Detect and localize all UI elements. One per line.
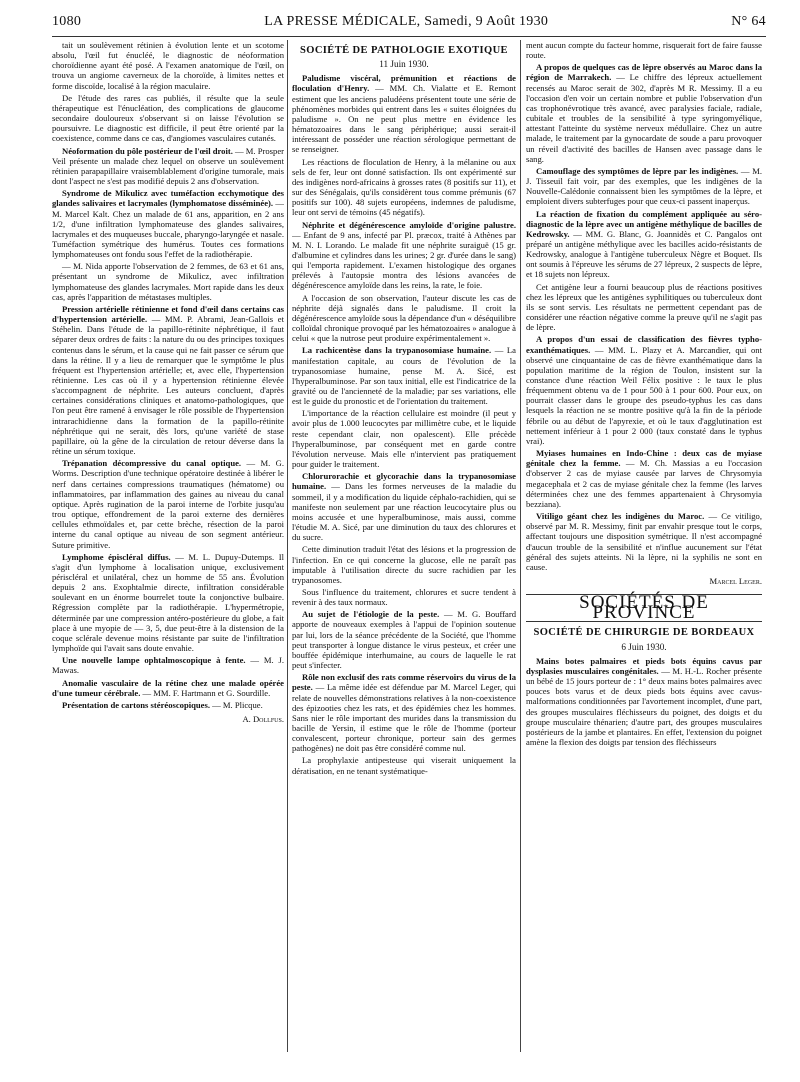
abstract-paragraph — [52, 700, 284, 710]
paragraph — [292, 755, 516, 775]
abstract-paragraph — [52, 188, 284, 259]
paragraph — [52, 261, 284, 302]
subsection-title: SOCIÉTÉ DE CHIRURGIE DE BORDEAUX — [533, 627, 755, 639]
author-signature: Marcel Leger. — [709, 575, 762, 586]
abstract-heading: Camouflage des symptômes de lèpre par les indigènes. — [536, 165, 739, 176]
abstract-heading: A propos d'un essai de classification des fièvres typho-exanthématiques. — [526, 334, 762, 355]
abstract-text: L'importance de la réaction cellulaire est moindre (il peut y avoir plus de 1.000 leucocytes par millimètre cube, et le liquide reste cependant clair, non opalescent). Elle précède l'hyperalbuminose, par conséquent met en garde contre l'évolution nerveuse. Mais elle n'intervient pas pratiquement pour guider le traitement. — [292, 408, 516, 470]
abstract-heading: Vitiligo géant chez les indigènes du Maroc. — [536, 511, 705, 522]
column-right — [526, 40, 762, 1070]
paragraph — [292, 544, 516, 585]
page-header — [52, 14, 766, 37]
abstract-heading: Au sujet de l'étiologie de la peste. — [302, 609, 440, 620]
section-date: 11 Juin 1930. — [379, 59, 429, 70]
abstract-paragraph — [292, 220, 516, 291]
abstract-text: De l'étude des rares cas publiés, il résulte que la seule thérapeutique est l'énucléation, des complications de glaucome secondaire douloureux s'observant si on laisse l'évolution se poursuivre. Le diagnostic est difficile, il peut être orienté par la coexistence, comme dans ce cas, d'angiomes vasculaires cutanés. — [52, 92, 284, 144]
abstract-text: tait un soulèvement rétinien à évolution lente et un scotome absolu, l'œil fut énucléé, le diagnostic de néoformation choroïdienne ayant été posé. A l'examen anatomique de l'œil, on trouva un angiome caverneux de la choroïde, à limites nettes et forme discoïde, localisé à la région maculaire. — [52, 40, 284, 91]
abstract-text: Sous l'influence du traitement, chlorures et sucre tendent à revenir à des taux normaux. — [292, 586, 516, 608]
paragraph — [52, 93, 284, 144]
abstract-heading: A propos de quelques cas de lèpre observés au Maroc dans la région de Marrakech. — [526, 62, 762, 83]
abstract-heading: Néoformation du pôle postérieur de l'œil droit. — [62, 145, 233, 156]
abstract-paragraph — [526, 448, 762, 509]
abstract-paragraph — [292, 609, 516, 670]
abstract-paragraph — [292, 471, 516, 542]
abstract-paragraph — [292, 73, 516, 154]
paragraph — [52, 40, 284, 91]
column-middle — [292, 40, 516, 1070]
abstract-paragraph — [52, 655, 284, 675]
abstract-heading: Myiases humaines en Indo-Chine : deux cas de myiase génitale chez la femme. — [526, 448, 762, 469]
section-banner-title: SOCIÉTÉS DE PROVINCE — [526, 594, 762, 622]
paragraph — [292, 293, 516, 344]
paragraph-continued: ment aucun compte du facteur homme, risquerait fort de faire fausse route. — [526, 40, 762, 61]
abstract-paragraph — [526, 209, 762, 280]
abstract-heading: Anomalie vasculaire de la rétine chez une malade opérée d'une tumeur cérébrale. — [52, 677, 284, 698]
abstract-text: — M. Nida apporte l'observation de 2 femmes, de 63 et 61 ans, présentant un syndrome de Mikulicz, avec infiltration lymphomateuse des glandes lacrymales. Mort rapide dans les deux cas, après l'apparition de métastases multiples. — [52, 261, 284, 302]
abstract-heading: Néphrite et dégénérescence amyloïde d'origine palustre. — [302, 219, 516, 230]
abstract-text: — M. Marcel Kalt. Chez un malade de 61 ans, apparition, en 2 ans 1/2, d'une infiltration lymphomateuse des glandes salivaires, lacrymales et des muqueuses buccale, pharyngo-laryngée et nasale. Tuméfaction symétrique des humérus. Toutes ces formations lymphomateuses ont fondu sous l'effet de la radiothérapie. — [52, 198, 284, 260]
abstract-text: — Ce vitiligo, observé par M. R. Messimy, finit par envahir presque tout le corps, affectant toujours une disposition symétrique. Il n'est accompagné d'aucun trouble de la sensibilité et n'influe aucunement sur l'état général des sujets atteints. Ni la lèpre, ni la syphilis ne sont en cause. — [526, 511, 762, 572]
abstract-heading: La réaction de fixation du complément appliquée au séro-diagnostic de la lèpre avec un antigène méthylique de bacilles de Kedrowsky. — [526, 208, 762, 239]
abstract-text: — MM. F. Hartmann et G. Sourdille. — [140, 687, 271, 698]
abstract-text: A l'occasion de son observation, l'auteur discute les cas de néphrite déjà signalés dans le paludisme. Il croit la dégénérescence amyloïde sous la dépendance d'un « déséquilibre colloïdal chronique provoqué par les hématozoaires » analogue à celui « que la nutrose peut produire expérimentalement ». — [292, 292, 516, 344]
abstract-paragraph — [526, 62, 762, 164]
paragraph — [292, 587, 516, 607]
abstract-text: — MM. Ch. Vialatte et E. Remont estiment que les anciens paludéens présentent toute une série de phénomènes morbides qui entrent dans les « suites éloignées du paludisme ». On ne peut plus mettre en évidence les hématozoaires dans le sang périphérique; aussi serait-il intéressant de posséder une réaction sérologique permettant de se renseigner. — [292, 83, 516, 155]
abstract-paragraph — [526, 334, 762, 446]
column-divider — [287, 40, 288, 1052]
issue-number: N° 64 — [731, 14, 766, 29]
abstract-heading: Une nouvelle lampe ophtalmoscopique à fente. — [62, 655, 246, 666]
section-title: SOCIÉTÉ DE PATHOLOGIE EXOTIQUE — [300, 45, 508, 56]
abstract-heading: Syndrome de Mikulicz avec tuméfaction ecchymotique des glandes salivaires et lacrymales (lymphomatose disséminée). — [52, 188, 284, 209]
abstract-paragraph — [292, 345, 516, 406]
abstract-text: — Le chiffre des lépreux actuellement recensés au Maroc serait de 302, d'après M R. Messimy. Il a eu l'occasion d'en voir un certain nombre et publie l'observation d'un cas trophonévrotique très avancé, avec paralysies faciale, radiale, cubitale et troubles de la sensibilité à type syringomyélique, attestant l'atteinte du système nerveux médullaire. Chez un autre malade, le traitement par la gynocardate de soude a paru provoquer un réveil d'activité des bacilles de Hansen avec passage dans le sang. — [526, 72, 762, 164]
paragraph — [526, 282, 762, 333]
subsection-date: 6 Juin 1930. — [621, 641, 667, 652]
abstract-text: La prophylaxie antipesteuse qui viserait uniquement la dératisation, en ne tenant systématique- — [292, 755, 516, 776]
abstract-text: — M. G. Worms. Description d'une technique opératoire destinée à libérer le nerf dans certaines compressions traumatiques (hématome) ou inflammatoires, par inflammation des gaines au niveau du canal optique. Après rugination de la paroi interne de l'orbite jusqu'au trou optique, effondrement de la paroi externe des dernières cellules ethmoïdales et, par cette brèche, résection de la paroi interne du canal optique au niveau de son segment antérieur. Suture primitive. — [52, 458, 284, 550]
abstract-text: — MM. L. Plazy et A. Marcandier, qui ont observé une cinquantaine de cas de fièvre exanthématique dans la population maritime de la région de Toulon, insistent sur la constance d'une réaction Weil Félix positive : le taux le plus fréquemment obtenu va de 1 pour 500 à 1 pour 600. Pour eux, on pourrait classer dans le groupe des pseudo-typhus les cas dans lesquels la réaction ne se montre positive qu'à la fin de la période fébrile ou au début de l'apyrexie, et où le taux d'agglutination est nettement inférieur à 1 pour 2 000 (taux constaté dans le typhus vrai). — [526, 344, 762, 446]
journal-title: LA PRESSE MÉDICALE, Samedi, 9 Août 1930 — [264, 14, 549, 29]
abstract-paragraph — [52, 304, 284, 456]
abstract-paragraph — [526, 166, 762, 207]
abstract-text: — M. Prosper Veil présente un malade chez lequel on observe un soulèvement rétinien parapapillaire vraisemblablement d'origine tumorale, mais dont l'aspect ne s'est pas modifié depuis 2 ans d'observation. — [52, 145, 284, 187]
abstract-heading: Chlorurorachie et glycorachie dans la trypanosomiase humaine. — [292, 471, 516, 492]
abstract-heading: Présentation de cartons stéréoscopiques. — [62, 699, 210, 710]
abstract-text: — M. Ch. Massias a eu l'occasion d'observer 2 cas de myiase causée par larves de Chrysomyia megacephala et 2 cas de myiase génitale chez la femme (les larves déterminées chez une des femmes appartenaient à Chrysomyia bezziana). — [526, 458, 762, 509]
abstract-paragraph — [526, 656, 762, 747]
abstract-heading: Paludisme viscéral, prémunition et réactions de floculation d'Henry. — [292, 73, 516, 94]
paragraph — [292, 408, 516, 469]
paragraph — [292, 157, 516, 218]
abstract-text: — La manifestation capitale, au cours de l'évolution de la trypanosomiase humaine, pense M. A. Sicé, est l'hyperalbuminose. Par son taux initial, elle est l'indicatrice de la gravité ou de l'ancienneté de la maladie; par ses variations, elle est le guide du pronostic et de l'orientation du traitement. — [292, 345, 516, 407]
abstract-heading: Trépanation décompressive du canal optique. — [62, 458, 242, 469]
column-divider — [520, 40, 521, 1052]
abstract-text: — Dans les formes nerveuses de la maladie du sommeil, il y a modification du liquide céphalo-rachidien, qui se manifeste non seulement par une réaction leucocytaire plus ou moins accusée et une hyperalbuminose, mais aussi, comme l'étudie M. A. Sicé, par une diminution du taux des chlorures et du sucre. — [292, 481, 516, 543]
abstract-text: — M. G. Bouffard apporte de nouveaux exemples à l'appui de l'opinion soutenue par lui, lors de la séance précédente de la Société, que l'homme peut transporter à longue distance le virus pesteux, et créer une bouffée épidémique interhumaine, au cours de laquelle le rat peut s'infecter. — [292, 609, 516, 671]
abstract-text: — Enfant de 9 ans, infecté par Pl. præcox, traité à Athènes par M. N. I. Lorando. Le malade fit une néphrite suraiguë (15 gr. d'albumine et cylindres dans les urines; 2 gr. d'urée dans le sang) qui l'emporta rapidement. L'examen histologique des organes prélevés à l'autopsie montra des lésions avancées de dégénérescence amyloïde dans les reins, la rate, le foie. — [292, 229, 516, 291]
abstract-text: Cet antigène leur a fourni beaucoup plus de réactions positives chez les lépreux que les antigènes syphilitiques ou tuberculeux dont ils se sont servis. Les résultats ne permettent cependant pas de considérer une réaction négative comme la preuve qu'il ne s'agit pas de lèpre. — [526, 281, 762, 333]
abstract-text: — MM. G. Blanc, G. Joannidès et C. Pangalos ont préparé un antigène méthylique avec les bacilles acido-résistants de Kedrowsky, analogue à l'antigène tuberculeux Nègre et Boquet. Ils ont soumis à l'épreuve les sérums de 27 lépreux, 2 suspects de lèpre, et 18 sujets non lépreux. — [526, 228, 762, 280]
author-signature: A. Dollfus. — [242, 714, 284, 724]
page-number: 1080 — [52, 14, 82, 29]
abstract-paragraph — [52, 146, 284, 187]
abstract-text: Cette diminution traduit l'état des lésions et la progression de l'infection. En ce qui concerne la glucose, elle ne paraît pas imputable à l'utilisation directe du sucre rachidien par les trypanosomes. — [292, 544, 516, 585]
abstract-paragraph — [52, 678, 284, 698]
abstract-text: — M. Plicque. — [209, 699, 263, 710]
abstract-heading: Pression artérielle rétinienne et fond d'œil dans certains cas d'hypertension artérielle. — [52, 303, 284, 325]
abstract-text: — MM. P. Abrami, Jean-Gallois et Stéhelin. Dans l'étude de la papillo-rétinite néphrétique, il faut séparer deux ordres de faits : la nature du ou des principes toxiques contenus dans le sérum, et la cause qui ne fait passer ce sérum que dans la rétine. Il y a lieu de remarquer que le symptôme le plus fréquent est l'hypertension artérielle; et, avec elle, l'hypertension rétinienne. Les cas où il y a hypertension rétinienne élevée s'accompagnent de néphrite. Les auteurs concluent, d'après certaines considérations cliniques et anatomo-pathologiques, que l'on peut être ramené à envisager le rôle possible de l'hypertension intrarachidienne dans la formation de la papillo-rétinite néphrétique qui ne serait, dès lors, qu'une variété de stase papillaire, où la gêne de la circulation de retour déverse dans la rétine un sérum toxique. — [52, 314, 284, 457]
abstract-text: — M. J. Mawas. — [52, 655, 284, 676]
abstract-heading: Rôle non exclusif des rats comme réservoirs du virus de la peste. — [292, 672, 516, 693]
abstract-paragraph — [52, 458, 284, 549]
abstract-text: Les réactions de floculation de Henry, à la mélanine ou aux sels de fer, leur ont donné satisfaction. Ils ont expérimenté sur des indigènes nord-africains à grosses rates (8 positifs sur 11), et sur des Sénégalais, qu'ils considèrent tous comme prémunis (67 positifs sur 100). 48 sujets européens, indemnes de paludisme, leur ont servi de témoins (45 négatifs). — [292, 156, 516, 218]
abstract-text: — M. L. Dupuy-Dutemps. Il s'agit d'un lymphome à localisation unique, exclusivement périscléral et unilatéral, chez un homme de 55 ans. Évolution depuis 2 ans. Exophtalmie directe, infiltration considérable soulevant en un énorme bourrelet toute la conjonctive bulbaire. Régression complète par la radiothérapie. L'hypermétropie, déterminée par une compression antéro-postérieure du globe, a fait place à une myopie de — 3, 5, due peut-être à la distension de la coque sclérale devenue moins résistante par suite de l'infiltration lymphoïde qui l'avait sans doute envahie. — [52, 551, 284, 654]
abstract-heading: Lymphome épiscléral diffus. — [62, 551, 171, 562]
abstract-heading: Mains botes palmaires et pieds bots équins cavus par dysplasies musculaires congénitales. — [526, 655, 762, 676]
column-left — [52, 40, 284, 1070]
abstract-paragraph — [52, 552, 284, 654]
abstract-heading: La rachicentèse dans la trypanosomiase humaine. — [302, 345, 492, 356]
abstract-paragraph — [526, 511, 762, 572]
abstract-text: — La même idée est défendue par M. Marcel Leger, qui relate de nouvelles démonstrations relatives à la non-coexistence des épizooties chez les rats, et des épidémies chez les hommes. Sans nier le rôle important des murides dans la transmission du bacille de Yersin, il estime que le rôle de l'homme (porteur convalescent, porteur chronique, porteur sain des germes pathogènes) ne doit pas être considéré comme nul. — [292, 682, 516, 754]
abstract-text: — M. J. Tisseuil fait voir, par des exemples, que les indigènes de la Nouvelle-Calédonie connaissent bien les symptômes de la lèpre, et emploient divers subterfuges pour que ceux-ci passent inaperçus. — [526, 165, 762, 207]
abstract-paragraph — [292, 672, 516, 753]
abstract-text: — M. H.-L. Rocher présente un bébé de 15 jours porteur de : 1° deux mains botes palmaires avec pouces bots varus et de deux pieds bots équins avec cavus-malformations conditionnées par l'avortement incomplet, d'une part, des groupes musculaires fléchisseurs du poignet, des doigts et du groupe musculaire thénarien; d'autre part, des groupes musculaires postérieurs de la jambe et plantaires. En effet, l'extension du poignet amène la flexion des doigts par tension des fléchisseurs — [526, 665, 762, 747]
